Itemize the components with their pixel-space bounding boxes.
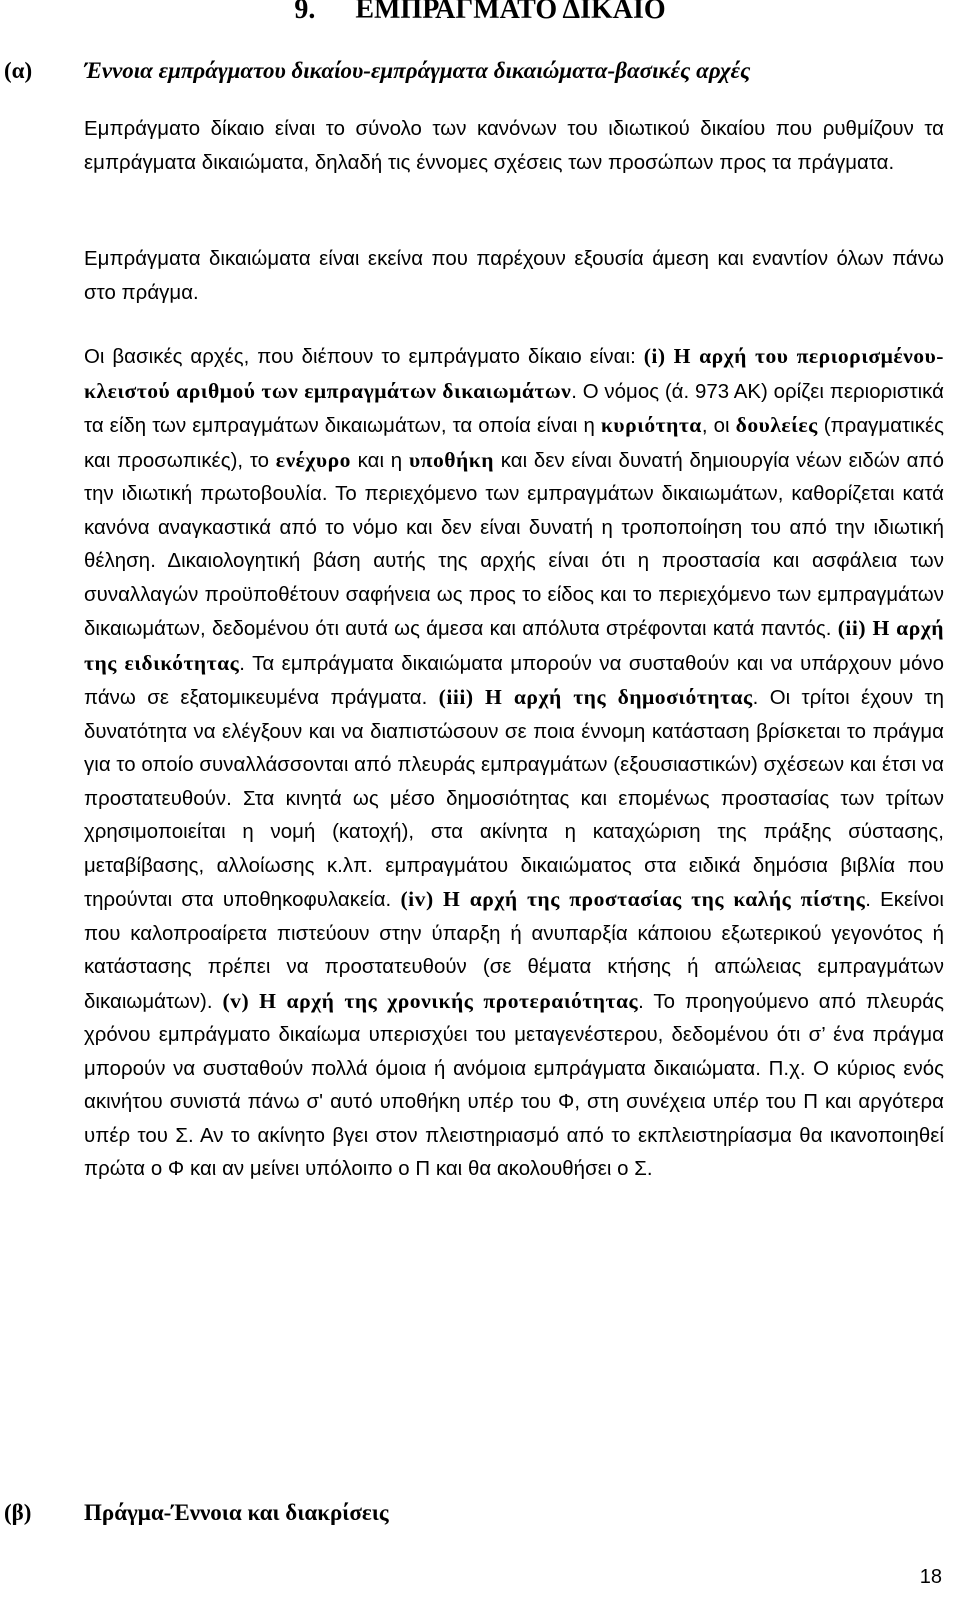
term-pledge: ενέχυρο	[275, 447, 351, 472]
chapter-number: 9.	[294, 0, 316, 25]
page-title	[0, 0, 960, 28]
chapter-title: ΕΜΠΡΑΓΜΑΤΟ ΔΙΚΑΙΟ	[355, 0, 666, 25]
term-ownership: κυριότητα	[600, 413, 702, 437]
page-number: 18	[919, 1566, 942, 1588]
principle-priority: (v) Η αρχή της χρονικής προτεραιότητας	[222, 988, 639, 1013]
principle-specificity: (ii) Η αρχή της ειδικότητας	[84, 616, 944, 675]
section-b-marker: (β)	[4, 1500, 32, 1525]
paragraph-principles: Οι βασικές αρχές, που διέπουν το εμπράγματο δίκαιο είναι: (i) Η αρχή του περιορισμένου-κλειστού αριθμού των εμπραγμάτων δικαιωμάτων. Ο νόμος (ά. 973 ΑΚ) ορίζει περιοριστικά τα είδη των εμπραγμάτων δικαιωμάτων, τα οποία είναι η κυριότητα, οι δουλείες (πραγματικές και προσωπικές), το ενέχυρο και η υποθήκη και δεν είναι δυνατή δημιουργία νέων ειδών από την ιδιωτική πρωτοβουλία. Το περιεχόμενο των εμπραγμάτων δικαιωμάτων, καθορίζεται κατά κανόνα αναγκαστικά από το νόμο και δεν είναι δυνατή η τροποποίηση του από την ιδιωτική θέληση. Δικαιολογητική βάση αυτής της αρχής είναι ότι η προστασία και ασφάλεια των συναλλαγών προϋποθέτουν σαφήνεια ως προς το είδος και το περιεχόμενο των εμπραγμάτων δικαιωμάτων, δεδομένου ότι αυτά ως άμεσα και απόλυτα στρέφονται κατά παντός. (ii) Η αρχή της ειδικότητας. Τα εμπράγματα δικαιώματα μπορούν να συσταθούν και να υπάρχουν μόνο πάνω σε εξατομικευμένα πράγματα. (iii) Η αρχή της δημοσιότητας. Οι τρίτοι έχουν τη δυνατότητα να ελέγξουν και να διαπιστώσουν σε ποια έννομη κατάσταση βρίσκεται το πράγμα για το οποίο συναλλάσσονται από πλευράς εμπραγμάτων (εξουσιαστικών) σχέσεων και έτσι να προστατευθούν. Στα κινητά ως μέσο δημοσιότητας και επομένως προστασίας των τρίτων χρησιμοποιείται η νομή (κατοχή), στα ακίνητα η καταχώριση της πράξης σύστασης, μεταβίβασης, αλλοίωσης κ.λπ. εμπραγμάτου δικαιώματος στα ειδικά δημόσια βιβλία που τηρούνται στα υποθηκοφυλακεία. (iv) Η αρχή της προστασίας της καλής πίστης. Εκείνοι που καλοπροαίρετα πιστεύουν στην ύπαρξη ή ανυπαρξία κάποιου εξωτερικού γεγονότος ή κατάστασης πρέπει να προστατευθούν (σε θέματα κτήσης ή απώλειας εμπραγμάτων δικαιωμάτων). (v) Η αρχή της χρονικής προτεραιότητας. Το προηγούμενο από πλευράς χρόνου εμπράγματο δικαίωμα υπερισχύει του μεταγενέστερου, δεδομένου ότι σ’ ένα πράγμα μπορούν να συσταθούν πολλά όμοια ή ανόμοια εμπράγματα δικαιώματα. Π.χ. Ο κύριος ενός ακινήτου συνιστά πάνω σ' αυτό υποθήκη υπέρ του Φ, στη συνέχεια υπέρ του Π και αργότερα υπέρ του Σ. Αν το ακίνητο βγει στον πλειστηριασμό από το εκπλειστηρίασμα θα ικανοποιηθεί πρώτα ο Φ και αν μείνει υπόλοιπο ο Π και θα ακολουθήσει ο Σ.	[84, 344, 945, 1180]
term-mortgage: υποθήκη	[408, 447, 495, 472]
principle-publicity: (iii) Η αρχή της δημοσιότητας	[438, 685, 753, 709]
section-a-marker: (α)	[4, 58, 33, 83]
term-servitudes: δουλείες	[735, 413, 818, 437]
section-b-heading: Πράγμα-Έννοια και διακρίσεις	[84, 1500, 389, 1525]
paragraph-definition: Εμπράγματο δίκαιο είναι το σύνολο των κανόνων του ιδιωτικού δικαίου που ρυθμίζουν τα εμπράγματα δικαιώματα, δηλαδή τις έννομες σχέσεις των προσώπων προς τα πράγματα.	[84, 118, 944, 174]
principle-good-faith: (iv) Η αρχή της προστασίας της καλής πίστης	[400, 887, 866, 911]
paragraph-rights: Εμπράγματα δικαιώματα είναι εκείνα που παρέχουν εξουσία άμεση και εναντίον όλων πάνω στο πράγμα.	[84, 248, 944, 304]
section-a-heading: Έννοια εμπράγματου δικαίου-εμπράγματα δικαιώματα-βασικές αρχές	[84, 58, 751, 83]
principle-closed-number: (i) Η αρχή του περιορισμένου-κλειστού αριθμού των εμπραγμάτων δικαιωμάτων	[84, 344, 944, 403]
